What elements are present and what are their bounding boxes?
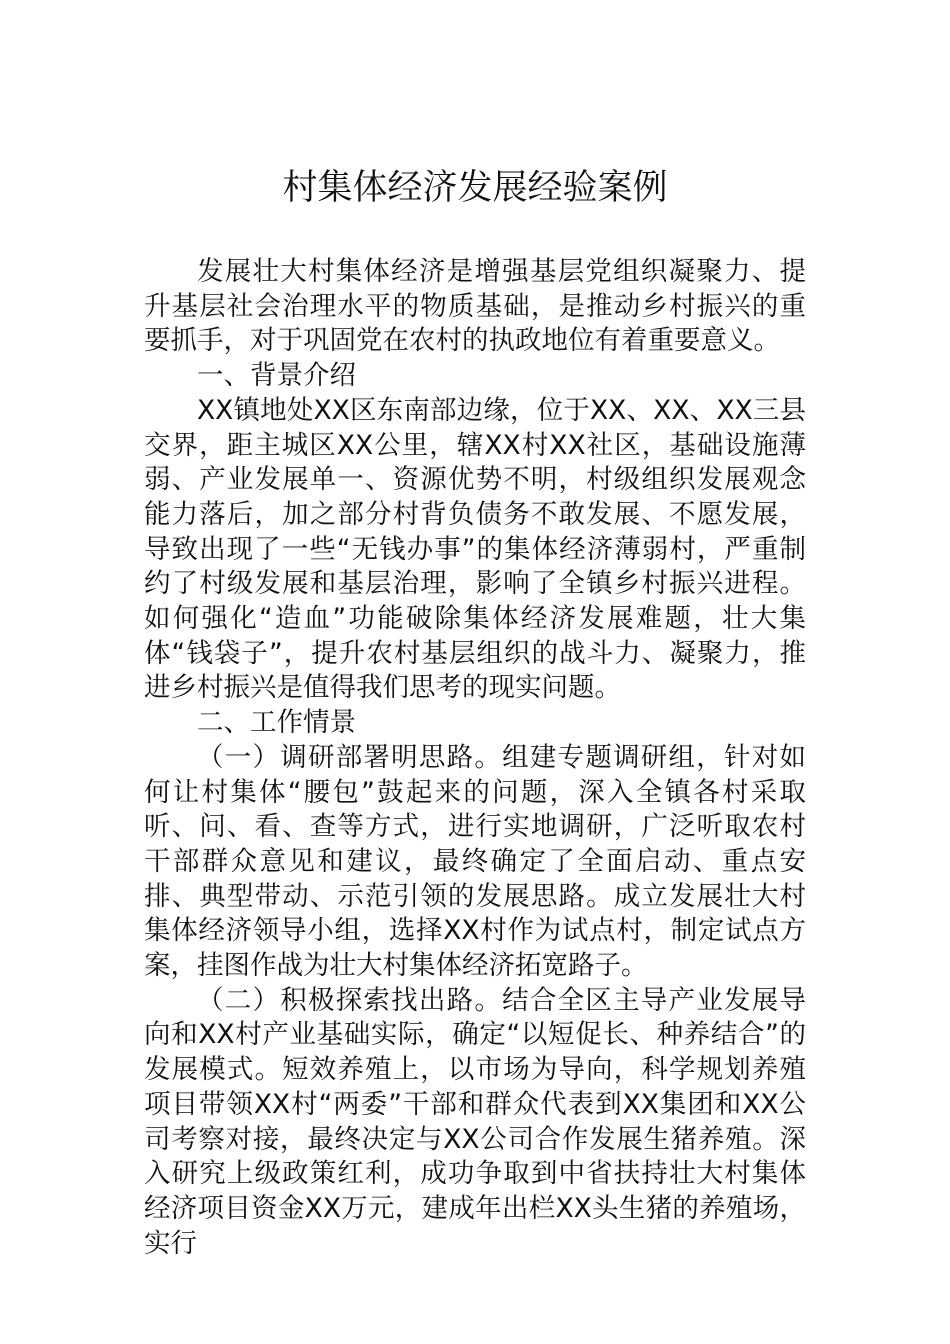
background-paragraph: XX镇地处XX区东南部边缘，位于XX、XX、XX三县交界，距主城区XX公里，辖XX村XX社区，基础设施薄弱、产业发展单一、资源优势不明，村级组织发展观念能力落后，加之部分村背负债务不敢发展、不愿发展，导致出现了一些“无钱办事”的集体经济薄弱村，严重制约了村级发展和基层治理，影响了全镇乡村振兴进程。如何强化“造血”功能破除集体经济发展难题，壮大集体“钱袋子”，提升农村基层组织的战斗力、凝聚力，推进乡村振兴是值得我们思考的现实问题。 [144,394,806,704]
intro-paragraph: 发展壮大村集体经济是增强基层党组织凝聚力、提升基层社会治理水平的物质基础，是推动乡村振兴的重要抓手，对于巩固党在农村的执政地位有着重要意义。 [144,256,806,357]
work-paragraph-1: （一）调研部署明思路。组建专题调研组，针对如何让村集体“腰包”鼓起来的问题，深入全镇各村采取听、问、看、查等方式，进行实地调研，广泛听取农村干部群众意见和建议，最终确定了全面启动、重点安排、典型带动、示范引领的发展思路。成立发展壮大村集体经济领导小组，选择XX村作为试点村，制定试点方案，挂图作战为壮大村集体经济拓宽路子。 [144,741,806,982]
section-heading-work: 二、工作情景 [197,707,356,739]
work-paragraph-2: （二）积极探索找出路。结合全区主导产业发展导向和XX村产业基础实际，确定“以短促长、种养结合”的发展模式。短效养殖上，以市场为导向，科学规划养殖项目带领XX村“两委”干部和群众代表到XX集团和XX公司考察对接，最终决定与XX公司合作发展生猪养殖。深入研究上级政策红利，成功争取到中省扶持壮大村集体经济项目资金XX万元，建成年出栏XX头生猪的养殖场，实行 [144,984,806,1259]
document-body [144,255,806,1261]
document-title: 村集体经济发展经验案例 [282,168,668,208]
section-heading-background: 一、背景介绍 [197,360,356,392]
